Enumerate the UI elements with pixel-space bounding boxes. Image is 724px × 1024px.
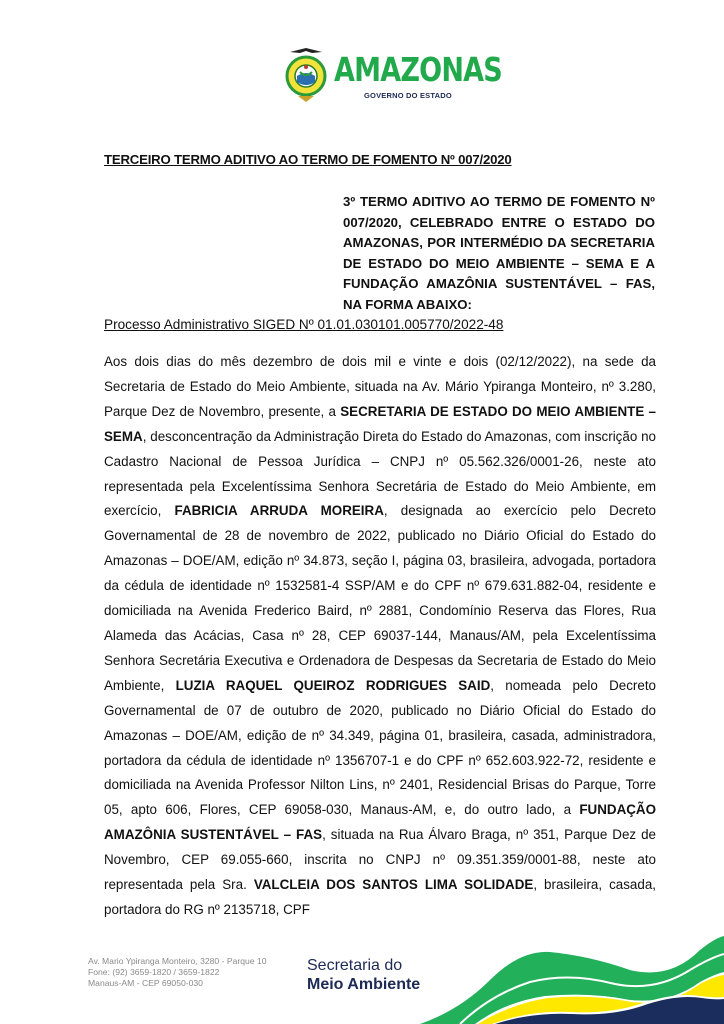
secretaria-label: Secretaria do xyxy=(307,957,403,974)
footer-phone-line: Fone: (92) 3659-1820 / 3659-1822 xyxy=(88,967,220,977)
document-body xyxy=(104,350,656,923)
party-sema: SECRETARIA DE ESTADO DO MEIO AMBIENTE – SEMA xyxy=(104,403,656,444)
document-abstract: 3º TERMO ADITIVO AO TERMO DE FOMENTO Nº 007/2020, CELEBRADO ENTRE O ESTADO DO AMAZONAS, POR INTERMÉDIO DA SECRETARIA DE ESTADO DO MEIO AMBIENTE – SEMA E A FUNDAÇÃO AMAZÔNIA SUSTENTÁVEL – FAS, NA FORMA ABAIXO: xyxy=(343,194,655,312)
footer-city-line: Manaus-AM - CEP 69050-030 xyxy=(88,978,203,988)
coat-of-arms-icon xyxy=(282,44,330,104)
process-number: Processo Administrativo SIGED Nº 01.01.030101.005770/2022-48 xyxy=(104,317,504,332)
amazonas-government-logo xyxy=(282,44,502,104)
meio-ambiente-label: Meio Ambiente xyxy=(307,976,421,993)
brand-subtitle: GOVERNO DO ESTADO xyxy=(364,91,452,100)
party-fas: FUNDAÇÃO AMAZÔNIA SUSTENTÁVEL – FAS xyxy=(104,802,656,843)
body-text: , designada ao exercício pelo Decreto Governamental de 28 de novembro de 2022, publicado no Diário Oficial do Estado do Amazonas – DOE/AM, edição nº 34.873, seção I, página 03, brasileira, advogada, portadora da cédula de identidade nº 1532581-4 SSP/AM e do CPF nº 679.631.882-04, residente e domiciliada na Avenida Frederico Baird, nº 2881, Condomínio Reserva das Flores, Rua Alameda das Acácias, Casa nº 28, CEP 69037-144, Manaus/AM, pela Excelentíssima Senhora Secretária Executiva e Ordenadora de Despesas da Secretaria de Estado do Meio Ambiente, xyxy=(104,503,657,693)
signatory-name: FABRICIA ARRUDA MOREIRA xyxy=(174,503,384,519)
footer-secretaria-logo xyxy=(307,956,420,994)
body-text: , nomeada pelo Decreto Governamental de 07 de outubro de 2020, publicado no Diário Oficial do Estado do Amazonas – DOE/AM, edição de nº 34.349, página 01, brasileira, casada, administradora, portadora da cédula de identidade nº 1356707-1 e do CPF nº 652.603.922-72, residente e domiciliada na Avenida Professor Nilton Lins, nº 2401, Residencial Brisas do Parque, Torre 05, apto 606, Flores, CEP 69058-030, Manaus-AM, e, do outro lado, a xyxy=(104,677,656,818)
signatory-name: LUZIA RAQUEL QUEIROZ RODRIGUES SAID xyxy=(175,677,491,693)
document-title: TERCEIRO TERMO ADITIVO AO TERMO DE FOMENTO Nº 007/2020 xyxy=(104,152,512,167)
body-text: , situada na Rua Álvaro Braga, nº 351, Parque Dez de Novembro, CEP 69.055-660, inscrita no CNPJ nº 09.351.359/0001-88, neste ato representada pela Sra. xyxy=(104,827,656,893)
body-text: , brasileira, casada, portadora do RG nº 2135718, CPF xyxy=(104,877,656,917)
footer-address xyxy=(88,956,267,989)
signatory-name: VALCLEIA DOS SANTOS LIMA SOLIDADE xyxy=(253,877,534,893)
body-text: , desconcentração da Administração Direta do Estado do Amazonas, com inscrição no Cadastro Nacional de Pessoa Jurídica – CNPJ nº 05.562.326/0001-26, neste ato representada pela Excelentíssima Senhora Secretária de Estado do Meio Ambiente, em exercício, xyxy=(104,428,656,519)
footer-waves-decoration xyxy=(420,900,724,1024)
brand-name: AMAZONAS xyxy=(334,50,502,89)
body-text: Aos dois dias do mês dezembro de dois mil e vinte e dois (02/12/2022), na sede da Secretaria de Estado do Meio Ambiente, situada na Av. Mário Ypiranga Monteiro, nº 3.280, Parque Dez de Novembro, presente, a xyxy=(104,354,656,419)
footer-address-line: Av. Mario Ypiranga Monteiro, 3280 - Parque 10 xyxy=(88,956,267,966)
